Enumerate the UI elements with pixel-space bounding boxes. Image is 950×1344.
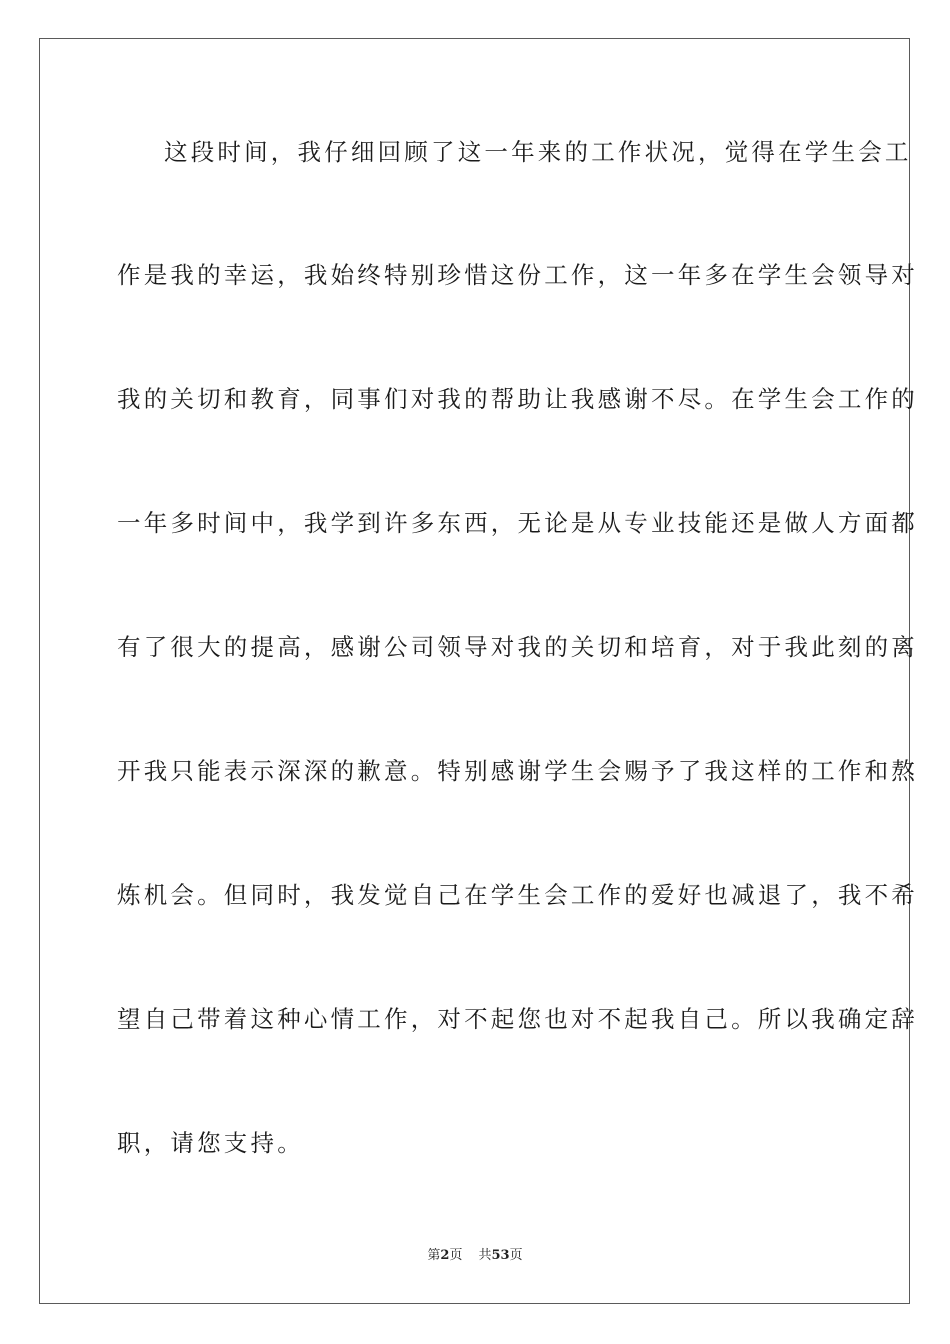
paragraph-line-2: 作是我的幸运，我始终特别珍惜这份工作，这一年多在学生会领导对 xyxy=(117,261,918,289)
paragraph-line-7: 炼机会。但同时，我发觉自己在学生会工作的爱好也减退了，我不希 xyxy=(117,881,918,909)
total-pages: 53 xyxy=(491,1248,510,1263)
total-prefix: 共 xyxy=(478,1248,492,1263)
paragraph-line-3: 我的关切和教育，同事们对我的帮助让我感谢不尽。在学生会工作的 xyxy=(117,385,918,413)
page-prefix: 第 xyxy=(427,1248,441,1263)
total-suffix: 页 xyxy=(509,1248,523,1263)
paragraph-line-8: 望自己带着这种心情工作，对不起您也对不起我自己。所以我确定辞 xyxy=(117,1005,918,1033)
paragraph-line-4: 一年多时间中，我学到许多东西，无论是从专业技能还是做人方面都 xyxy=(117,509,918,537)
paragraph-line-9: 职，请您支持。 xyxy=(117,1129,304,1157)
paragraph-line-1: 这段时间，我仔细回顾了这一年来的工作状况，觉得在学生会工 xyxy=(164,138,912,166)
page-number: 2 xyxy=(440,1248,450,1263)
page-border xyxy=(39,38,918,1304)
page-suffix: 页 xyxy=(449,1248,463,1263)
page-footer xyxy=(0,1247,950,1265)
paragraph-line-6: 开我只能表示深深的歉意。特别感谢学生会赐予了我这样的工作和熬 xyxy=(117,757,918,785)
paragraph-line-5: 有了很大的提高，感谢公司领导对我的关切和培育，对于我此刻的离 xyxy=(117,633,918,661)
